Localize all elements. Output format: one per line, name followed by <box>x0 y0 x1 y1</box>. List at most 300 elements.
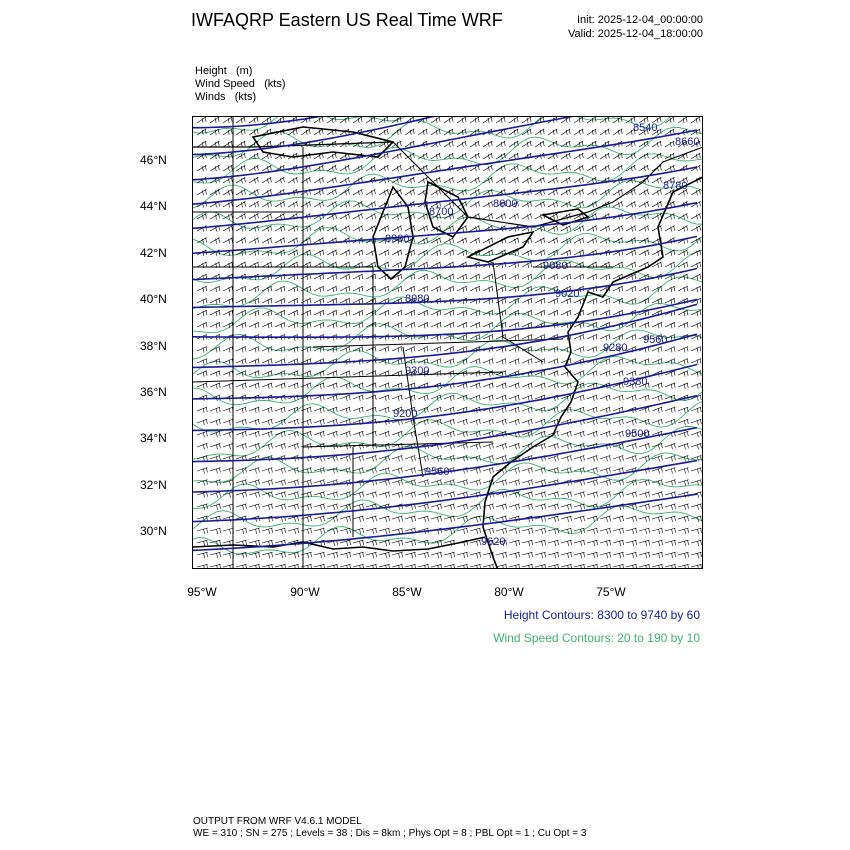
wind-barb <box>262 443 272 449</box>
wind-barb <box>418 274 428 280</box>
wind-barb <box>587 226 597 232</box>
wind-barb <box>600 480 611 486</box>
wind-barb <box>483 141 492 147</box>
wind-barb <box>522 214 532 220</box>
wind-barb <box>314 552 325 558</box>
wind-barb <box>340 250 350 256</box>
wind-barb <box>509 334 519 340</box>
wind-barb <box>275 177 284 183</box>
wind-barb <box>548 189 557 195</box>
wind-barb <box>548 274 558 280</box>
wind-barb <box>340 310 350 316</box>
wind-barb <box>652 552 663 558</box>
wind-barb <box>509 117 518 123</box>
wind-barb <box>275 347 285 353</box>
wind-barb <box>431 238 441 244</box>
wind-barb <box>600 419 610 425</box>
wind-barb <box>418 322 428 328</box>
wind-barb <box>444 286 454 292</box>
wind-barb <box>353 431 363 437</box>
wind-barb <box>366 274 376 280</box>
wind-barb <box>327 298 337 304</box>
wind-barb <box>210 552 221 558</box>
wind-barb <box>509 504 520 510</box>
wind-barb <box>392 492 403 498</box>
height-contour-label: 9080 <box>543 260 568 272</box>
wind-barb <box>574 371 584 377</box>
wind-barb <box>678 359 688 365</box>
lon-label-80: 80°W <box>494 585 524 599</box>
wind-barb <box>522 286 532 292</box>
wind-barb <box>431 504 442 510</box>
wind-barb <box>340 177 349 183</box>
wind-barb <box>691 383 701 389</box>
wind-barb <box>197 552 208 558</box>
wind-barb <box>600 298 610 304</box>
wind-barb <box>210 141 219 147</box>
wind-barb <box>548 540 559 546</box>
wind-barb <box>535 129 544 135</box>
wind-barb <box>613 334 623 340</box>
wind-barb <box>496 419 506 425</box>
wind-barb <box>470 371 480 377</box>
wind-barb <box>366 468 376 474</box>
wind-barb <box>340 117 349 123</box>
wind-barb <box>236 201 246 207</box>
wind-barb <box>470 238 480 244</box>
wind-speed-contour-line <box>193 127 703 183</box>
wind-barb <box>457 177 466 183</box>
wind-barb <box>210 286 220 292</box>
wind-barb <box>561 540 572 546</box>
wind-barb <box>691 468 701 474</box>
wind-barb <box>379 310 389 316</box>
wind-barb <box>405 492 416 498</box>
wind-barb <box>444 564 455 569</box>
wind-barb <box>574 189 583 195</box>
wind-barb <box>275 383 285 389</box>
wind-barb <box>275 395 285 401</box>
wind-barb <box>223 189 232 195</box>
wind-barb <box>522 419 532 425</box>
wind-barb <box>483 419 493 425</box>
wind-barb <box>366 117 375 123</box>
wind-barb <box>652 189 661 195</box>
wind-barb <box>314 322 324 328</box>
wind-barb <box>262 516 273 522</box>
wind-barb <box>314 504 325 510</box>
wind-barb <box>249 117 258 123</box>
wind-barb <box>353 516 364 522</box>
wind-barb <box>548 443 558 449</box>
wind-barb <box>678 528 689 534</box>
wind-barb <box>600 395 610 401</box>
wind-barb <box>457 310 467 316</box>
wind-barb <box>366 347 376 353</box>
wind-barb <box>340 455 350 461</box>
wind-barb <box>496 552 507 558</box>
wind-barb <box>262 359 272 365</box>
wind-barb <box>314 310 324 316</box>
wind-barb <box>431 117 440 123</box>
wind-barb <box>223 492 234 498</box>
wind-barb <box>405 468 415 474</box>
wind-barb <box>392 262 402 268</box>
wind-barb <box>665 298 675 304</box>
wind-barb <box>587 298 597 304</box>
wind-barb <box>366 564 377 569</box>
wind-barb <box>509 383 519 389</box>
wind-barb <box>210 419 220 425</box>
wind-barb <box>691 359 701 365</box>
wind-barb <box>483 443 493 449</box>
wind-barb <box>483 274 493 280</box>
wind-barb <box>613 226 623 232</box>
wind-barb <box>197 238 207 244</box>
wind-barb <box>366 383 376 389</box>
wind-barb <box>613 395 623 401</box>
lon-label-85: 85°W <box>392 585 422 599</box>
wind-barb <box>470 480 481 486</box>
wind-barb <box>509 443 519 449</box>
wind-barb <box>444 177 453 183</box>
wind-barb <box>288 310 298 316</box>
wind-barb <box>327 310 337 316</box>
wind-barb <box>470 528 481 534</box>
wind-barb <box>392 153 401 159</box>
wind-barb <box>223 564 234 569</box>
wind-barb <box>600 455 610 461</box>
height-contour-label: 9280 <box>603 342 628 354</box>
wind-barb <box>197 443 207 449</box>
wind-barb <box>418 504 429 510</box>
wind-barb <box>639 201 649 207</box>
wind-barb <box>327 492 338 498</box>
wind-barb <box>444 141 453 147</box>
wind-barb <box>522 528 533 534</box>
wind-barb <box>431 322 441 328</box>
wind-barb <box>639 540 650 546</box>
lat-label-38: 38°N <box>140 339 167 353</box>
wind-barb <box>353 310 363 316</box>
wind-barb <box>288 298 298 304</box>
wind-barb <box>587 419 597 425</box>
wind-barb <box>340 468 350 474</box>
wind-barb <box>392 564 403 569</box>
wind-barb <box>197 371 207 377</box>
wind-barb <box>561 129 570 135</box>
wind-barb <box>288 504 299 510</box>
wind-barb <box>353 274 363 280</box>
wind-barb <box>288 552 299 558</box>
wind-barb <box>197 540 208 546</box>
wind-barb <box>561 141 570 147</box>
wind-barb <box>587 334 597 340</box>
wind-barb <box>314 528 325 534</box>
wind-barb <box>457 455 467 461</box>
height-contour-label: 9380 <box>623 376 648 388</box>
wind-barb <box>327 153 336 159</box>
wind-barb <box>314 274 324 280</box>
wind-barb <box>574 226 584 232</box>
wind-barb <box>587 395 597 401</box>
wind-barb <box>561 552 572 558</box>
wind-barb <box>509 552 520 558</box>
wind-barb <box>327 395 337 401</box>
wind-barb <box>470 286 480 292</box>
wind-barb <box>652 141 661 147</box>
wind-barb <box>457 564 468 569</box>
wind-barb <box>327 189 336 195</box>
wind-barb <box>353 564 364 569</box>
wind-barb <box>522 298 532 304</box>
wind-barb <box>444 419 454 425</box>
wind-barb <box>340 214 350 220</box>
wind-barb <box>366 540 377 546</box>
wind-barb <box>652 540 663 546</box>
wind-barb <box>509 407 519 413</box>
wind-barb <box>652 504 663 510</box>
wind-barb <box>392 455 402 461</box>
wind-barb <box>522 141 531 147</box>
wind-barb <box>613 564 624 569</box>
wind-barb <box>522 540 533 546</box>
wind-barb <box>314 286 324 292</box>
wind-barb <box>691 528 702 534</box>
field-winds: Winds (kts) <box>195 91 257 103</box>
wind-barb <box>288 480 299 486</box>
wind-barb <box>340 540 351 546</box>
wind-barb <box>587 552 598 558</box>
wind-barb <box>327 504 338 510</box>
wind-barb <box>262 189 271 195</box>
model-footer <box>193 816 586 840</box>
wind-barb <box>691 443 701 449</box>
wind-barb <box>327 552 338 558</box>
wind-barb <box>587 407 597 413</box>
wind-barb <box>561 250 571 256</box>
wind-barb <box>236 407 246 413</box>
wind-barb <box>678 286 688 292</box>
wind-barb <box>405 540 416 546</box>
wind-barb <box>262 480 273 486</box>
wind-barb <box>379 383 389 389</box>
wind-barb <box>678 383 688 389</box>
wind-barb <box>275 214 285 220</box>
wind-barb <box>249 359 259 365</box>
wind-barb <box>392 347 402 353</box>
wind-barb <box>509 129 518 135</box>
wind-barb <box>431 347 441 353</box>
wind-barb <box>652 407 662 413</box>
wind-barb <box>457 528 468 534</box>
wind-barb <box>327 419 337 425</box>
wind-barb <box>470 201 480 207</box>
wind-barb <box>288 322 298 328</box>
wind-barb <box>639 504 650 510</box>
height-contour-label: 8900 <box>385 233 410 245</box>
wind-barb <box>418 395 428 401</box>
wind-barb <box>691 504 702 510</box>
wind-barb <box>223 383 233 389</box>
wind-barb <box>665 540 676 546</box>
wind-barb <box>288 528 299 534</box>
wind-barb <box>470 310 480 316</box>
wind-barb <box>600 310 610 316</box>
wind-barb <box>327 117 336 123</box>
wind-barb <box>561 310 571 316</box>
wind-barb <box>327 468 337 474</box>
wind-barb <box>379 552 390 558</box>
wind-barb <box>496 286 506 292</box>
wind-barb <box>249 419 259 425</box>
wind-barb <box>223 528 234 534</box>
wind-barb <box>522 201 532 207</box>
wind-barb <box>691 552 702 558</box>
wind-barb <box>236 322 246 328</box>
wind-barb <box>340 516 351 522</box>
wind-barb <box>626 564 637 569</box>
wind-barb <box>652 201 662 207</box>
wind-barb <box>275 201 285 207</box>
wind-barb <box>249 371 259 377</box>
wind-barb <box>379 347 389 353</box>
wind-barb <box>223 468 233 474</box>
wind-barb <box>665 564 676 569</box>
wind-barb <box>288 201 298 207</box>
height-contour-label: 9560 <box>425 466 450 478</box>
wind-barb <box>340 431 350 437</box>
wind-barb <box>353 250 363 256</box>
wind-barb <box>379 117 388 123</box>
wind-barb <box>379 468 389 474</box>
wind-barb <box>379 528 390 534</box>
wind-barb <box>340 504 351 510</box>
wind-barb <box>574 274 584 280</box>
wind-barb <box>392 468 402 474</box>
wind-barb <box>327 250 337 256</box>
wind-barb <box>587 431 597 437</box>
wind-barb <box>444 274 454 280</box>
wind-barb <box>353 540 364 546</box>
wind-barb <box>249 177 258 183</box>
wind-barb <box>249 322 259 328</box>
wind-barb <box>548 564 559 569</box>
wind-barb <box>288 443 298 449</box>
chart-title: IWFAQRP Eastern US Real Time WRF <box>191 10 503 30</box>
wind-barb <box>600 516 611 522</box>
wind-barb <box>392 516 403 522</box>
wind-barb <box>405 310 415 316</box>
wind-barb <box>587 189 596 195</box>
wind-barb <box>691 322 701 328</box>
wind-barb <box>548 177 557 183</box>
wind-barb <box>678 504 689 510</box>
lat-label-32: 32°N <box>140 478 167 492</box>
wind-barb <box>652 322 662 328</box>
wind-barb <box>665 407 675 413</box>
wind-barb <box>197 528 208 534</box>
wind-barb <box>366 492 377 498</box>
wind-barb <box>431 492 442 498</box>
wind-barb <box>444 359 454 365</box>
wind-barb <box>197 165 206 171</box>
wind-barb <box>639 552 650 558</box>
wind-barb <box>210 322 220 328</box>
wind-barb <box>652 383 662 389</box>
wind-barb <box>405 347 415 353</box>
wind-barb <box>210 117 219 123</box>
wind-barb <box>275 359 285 365</box>
wind-barb <box>678 310 688 316</box>
wind-barb <box>223 298 233 304</box>
wind-barb <box>600 153 609 159</box>
wind-barb <box>652 395 662 401</box>
wind-barb <box>262 504 273 510</box>
wind-barb <box>535 141 544 147</box>
wind-barb <box>197 383 207 389</box>
wind-barb <box>379 431 389 437</box>
wind-barb <box>288 177 297 183</box>
wind-barb <box>392 226 402 232</box>
wind-barb <box>691 214 701 220</box>
wind-barb <box>665 443 675 449</box>
wind-barb <box>249 347 259 353</box>
wind-barb <box>353 395 363 401</box>
wind-barb <box>353 226 363 232</box>
wind-barb <box>236 117 245 123</box>
wind-barb <box>496 141 505 147</box>
wind-barb <box>639 322 649 328</box>
wind-speed-contour-line <box>193 117 703 133</box>
wind-barb <box>652 528 663 534</box>
wind-barb <box>236 129 245 135</box>
wind-barb <box>431 177 440 183</box>
wind-barb <box>483 322 493 328</box>
wind-barb <box>678 564 689 569</box>
wind-barb <box>652 226 662 232</box>
wind-barb <box>314 201 324 207</box>
wind-barb <box>587 455 597 461</box>
wind-barb <box>197 407 207 413</box>
wind-barb <box>327 322 337 328</box>
wind-barb <box>223 359 233 365</box>
wind-barb <box>691 189 700 195</box>
wind-barb <box>509 177 518 183</box>
wind-barb <box>561 564 572 569</box>
wind-barb <box>483 214 493 220</box>
wind-barb <box>522 468 532 474</box>
field-height: Height (m) <box>195 65 253 77</box>
wind-barb <box>236 214 246 220</box>
wind-barb <box>197 310 207 316</box>
wind-barb <box>405 129 414 135</box>
wind-barb <box>574 455 584 461</box>
wind-barb <box>288 226 298 232</box>
wind-barb <box>327 274 337 280</box>
wind-barb <box>405 431 415 437</box>
wind-barb <box>678 117 687 123</box>
wind-barb <box>249 564 260 569</box>
wind-barb <box>691 262 701 268</box>
wind-barb <box>236 359 246 365</box>
wind-barb <box>444 250 454 256</box>
wind-barb <box>587 347 597 353</box>
wind-barb <box>262 214 272 220</box>
wind-barb <box>613 540 624 546</box>
wind-barb <box>197 468 207 474</box>
wind-barb <box>483 395 493 401</box>
